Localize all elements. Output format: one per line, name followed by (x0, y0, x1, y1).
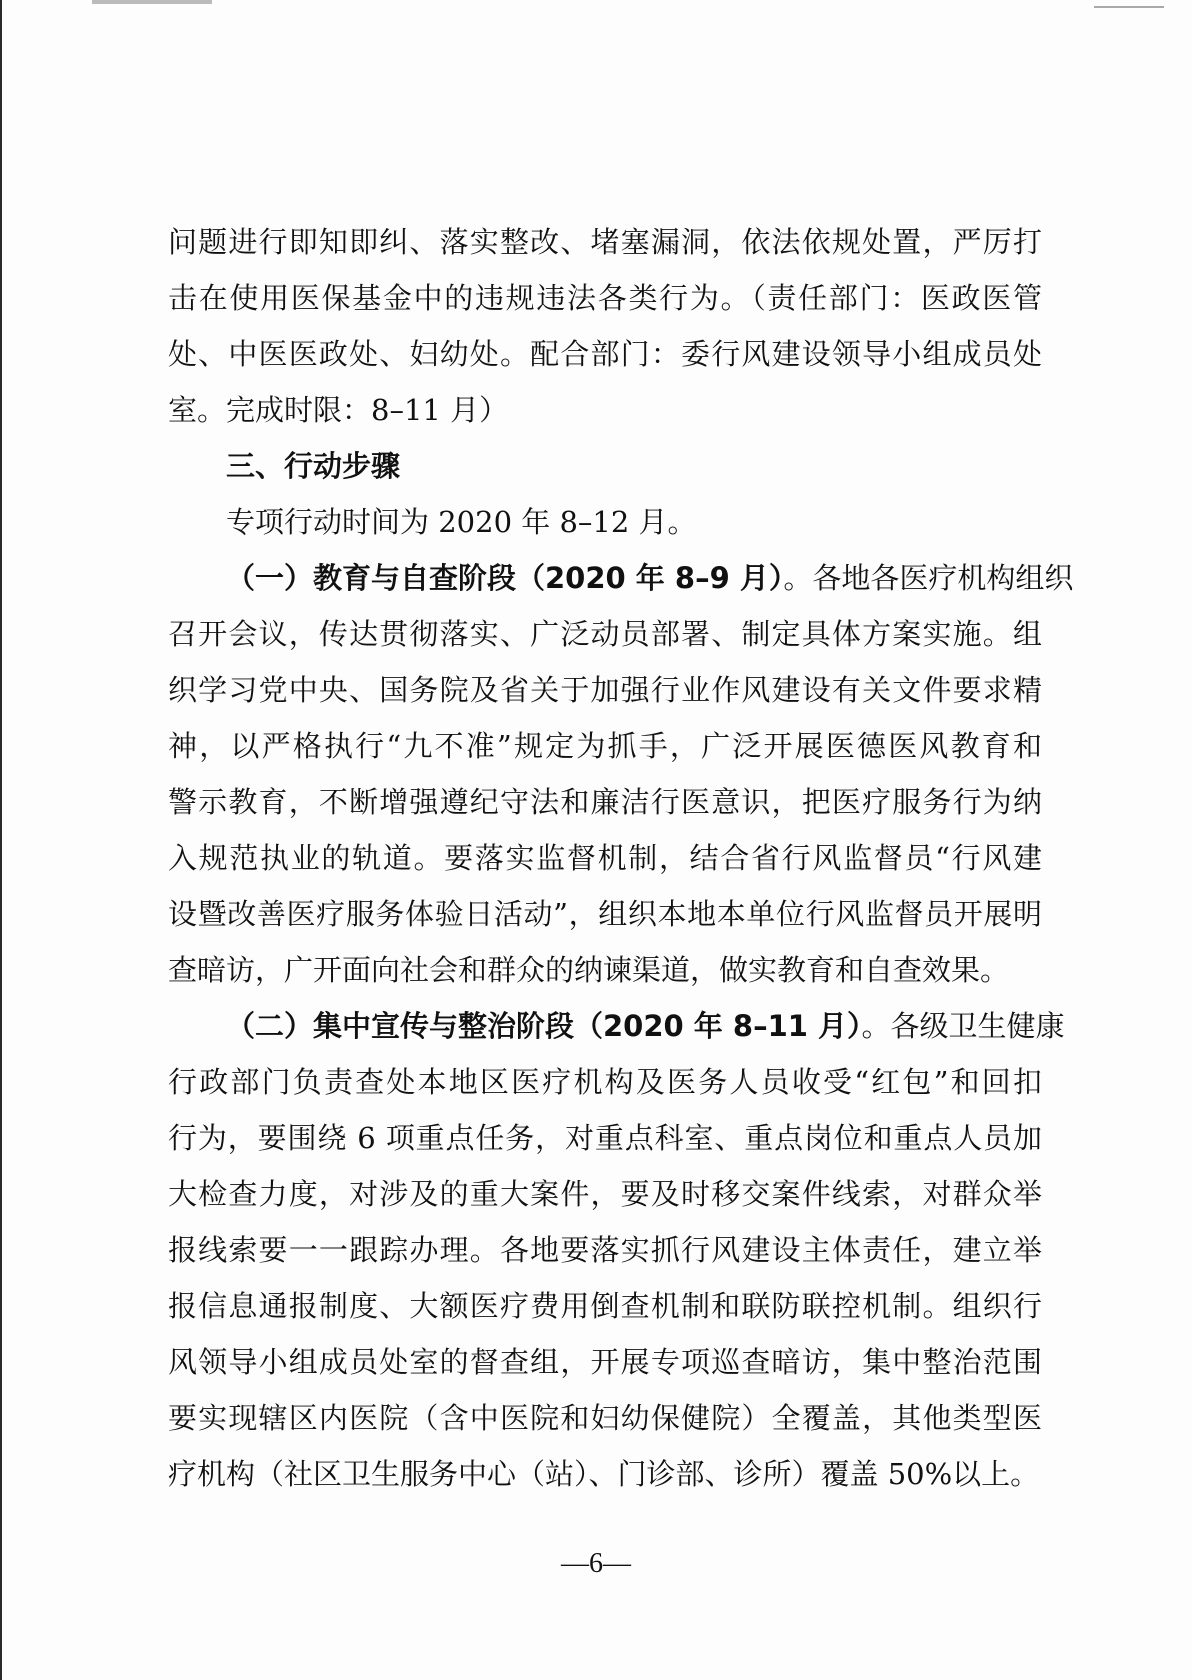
body-line: 行为，要围绕 6 项重点任务，对重点科室、重点岗位和重点人员加 (168, 1121, 1042, 1155)
stage-2-title: （二）集中宣传与整治阶段（2020 年 8–11 月） (226, 1009, 862, 1043)
intro-line: 专项行动时间为 2020 年 8–12 月。 (226, 505, 697, 539)
body-line: 要实现辖区内医院（含中医院和妇幼保健院）全覆盖，其他类型医 (168, 1401, 1042, 1435)
page-number: —6— (561, 1548, 631, 1579)
body-line: 召开会议，传达贯彻落实、广泛动员部署、制定具体方案实施。组 (168, 617, 1042, 651)
stage-2-first-rest: 。各级卫生健康 (861, 1009, 1065, 1043)
body-line: 问题进行即知即纠、落实整改、堵塞漏洞，依法依规处置，严厉打 (168, 225, 1042, 259)
body-line: 设暨改善医疗服务体验日活动”，组织本地本单位行风监督员开展明 (168, 897, 1042, 931)
body-line: 行政部门负责查处本地区医疗机构及医务人员收受“红包”和回扣 (168, 1065, 1042, 1099)
body-line: 神，以严格执行“九不准”规定为抓手，广泛开展医德医风教育和 (168, 729, 1042, 763)
body-line: 报线索要一一跟踪办理。各地要落实抓行风建设主体责任，建立举 (168, 1233, 1042, 1267)
scan-top-mark (92, 0, 212, 4)
body-line: 警示教育，不断增强遵纪守法和廉洁行医意识，把医疗服务行为纳 (168, 785, 1042, 819)
scan-edge-line (0, 0, 2, 1680)
body-line: 织学习党中央、国务院及省关于加强行业作风建设有关文件要求精 (168, 673, 1042, 707)
body-line: 疗机构（社区卫生服务中心（站）、门诊部、诊所）覆盖 50%以上。 (168, 1457, 1040, 1491)
body-line: 查暗访，广开面向社会和群众的纳谏渠道，做实教育和自查效果。 (168, 953, 1010, 987)
body-line: 入规范执业的轨道。要落实监督机制，结合省行风监督员“行风建 (168, 841, 1042, 875)
stage-1-first-line (168, 550, 1074, 606)
body-line: 击在使用医保基金中的违规违法各类行为。（责任部门：医政医管 (168, 281, 1042, 315)
body-line: 室。完成时限：8–11 月） (168, 393, 509, 427)
stage-1-title: （一）教育与自查阶段（2020 年 8–9 月） (226, 561, 784, 595)
stage-2-first-line (168, 998, 1065, 1054)
body-line: 风领导小组成员处室的督查组，开展专项巡查暗访，集中整治范围 (168, 1345, 1042, 1379)
body-line: 报信息通报制度、大额医疗费用倒查机制和联防联控机制。组织行 (168, 1289, 1042, 1323)
section-heading: 三、行动步骤 (226, 449, 401, 483)
body-line: 大检查力度，对涉及的重大案件，要及时移交案件线索，对群众举 (168, 1177, 1042, 1211)
stage-1-first-rest: 。各地各医疗机构组织 (783, 561, 1074, 595)
body-line: 处、中医医政处、妇幼处。配合部门：委行风建设领导小组成员处 (168, 337, 1042, 371)
scan-top-mark-right (1094, 6, 1164, 8)
document-body (168, 214, 1074, 1502)
